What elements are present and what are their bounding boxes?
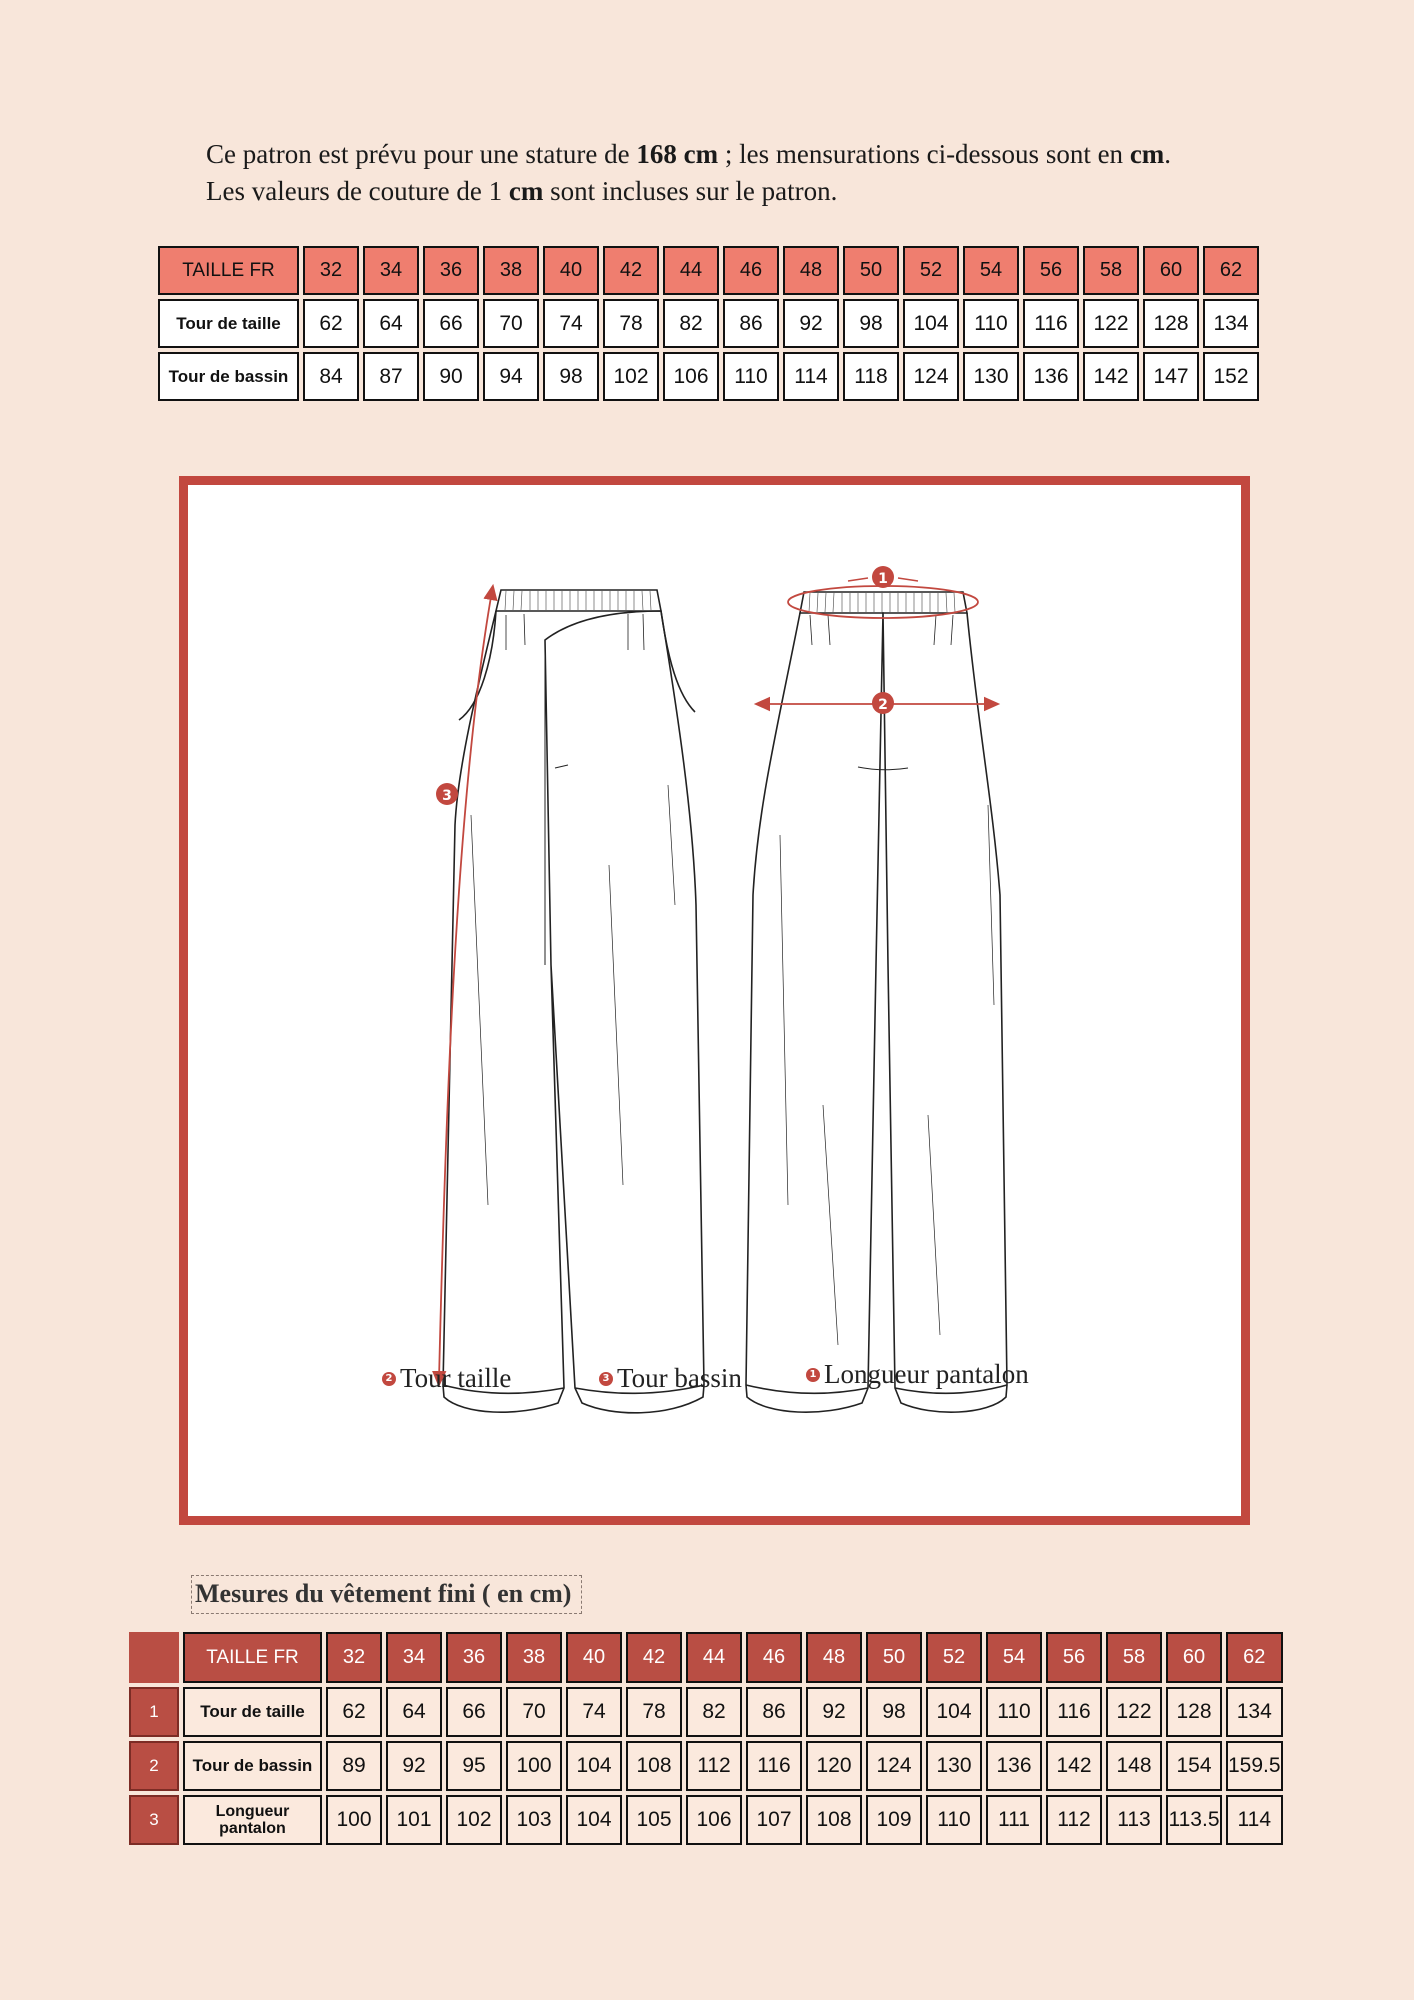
value-cell: 118 bbox=[843, 352, 899, 401]
value-cell: 112 bbox=[1046, 1795, 1102, 1845]
value-cell: 148 bbox=[1106, 1741, 1162, 1791]
value-cell: 92 bbox=[386, 1741, 442, 1791]
value-cell: 70 bbox=[506, 1687, 562, 1737]
value-cell: 152 bbox=[1203, 352, 1259, 401]
value-cell: 113.5 bbox=[1166, 1795, 1222, 1845]
row-index-badge: 3 bbox=[129, 1795, 179, 1845]
size-cell: 54 bbox=[963, 246, 1019, 295]
value-cell: 98 bbox=[843, 299, 899, 348]
value-cell: 113 bbox=[1106, 1795, 1162, 1845]
value-cell: 70 bbox=[483, 299, 539, 348]
size-cell: 36 bbox=[423, 246, 479, 295]
size-cell: 38 bbox=[483, 246, 539, 295]
value-cell: 120 bbox=[806, 1741, 862, 1791]
table-row bbox=[129, 1795, 1283, 1845]
row-label: Tour de taille bbox=[183, 1687, 322, 1737]
value-cell: 124 bbox=[866, 1741, 922, 1791]
row-label: Tour de taille bbox=[158, 299, 299, 348]
trousers-illustration bbox=[188, 485, 1241, 1516]
value-cell: 92 bbox=[783, 299, 839, 348]
size-cell: 46 bbox=[723, 246, 779, 295]
value-cell: 122 bbox=[1106, 1687, 1162, 1737]
value-cell: 64 bbox=[386, 1687, 442, 1737]
table-row bbox=[129, 1687, 1283, 1737]
value-cell: 134 bbox=[1226, 1687, 1283, 1737]
value-cell: 87 bbox=[363, 352, 419, 401]
value-cell: 147 bbox=[1143, 352, 1199, 401]
legend-item-longueur-pantalon bbox=[806, 1359, 1029, 1390]
size-cell: 50 bbox=[843, 246, 899, 295]
table-row bbox=[129, 1741, 1283, 1791]
marker-1-label: 1 bbox=[878, 571, 888, 587]
value-cell: 78 bbox=[626, 1687, 682, 1737]
value-cell: 130 bbox=[926, 1741, 982, 1791]
marker-3-label: 3 bbox=[442, 788, 452, 804]
body-measurements-table bbox=[154, 242, 1263, 405]
size-cell: 62 bbox=[1203, 246, 1259, 295]
row-index-badge: 1 bbox=[129, 1687, 179, 1737]
value-cell: 116 bbox=[1023, 299, 1079, 348]
value-cell: 86 bbox=[746, 1687, 802, 1737]
row-label-line-1: Longueur bbox=[215, 1803, 290, 1820]
size-cell: 46 bbox=[746, 1632, 802, 1683]
legend-label: Tour bassin bbox=[617, 1363, 742, 1393]
intro-line-2: Les valeurs de couture de 1 cm sont incluses sur le patron. bbox=[206, 176, 838, 206]
row-label-line-2: pantalon bbox=[219, 1820, 286, 1837]
table-header-row bbox=[129, 1632, 1283, 1683]
size-cell: 52 bbox=[926, 1632, 982, 1683]
size-cell: 54 bbox=[986, 1632, 1042, 1683]
empty-corner bbox=[129, 1632, 179, 1683]
size-cell: 36 bbox=[446, 1632, 502, 1683]
value-cell: 116 bbox=[1046, 1687, 1102, 1737]
size-cell: 62 bbox=[1226, 1632, 1283, 1683]
value-cell: 82 bbox=[663, 299, 719, 348]
table-row bbox=[158, 352, 1259, 401]
size-cell: 56 bbox=[1046, 1632, 1102, 1683]
row-index-badge: 2 bbox=[129, 1741, 179, 1791]
size-cell: 40 bbox=[566, 1632, 622, 1683]
size-cell: 42 bbox=[626, 1632, 682, 1683]
value-cell: 106 bbox=[663, 352, 719, 401]
value-cell: 62 bbox=[303, 299, 359, 348]
value-cell: 98 bbox=[543, 352, 599, 401]
value-cell: 110 bbox=[986, 1687, 1042, 1737]
legend-item-tour-bassin bbox=[599, 1363, 742, 1394]
value-cell: 134 bbox=[1203, 299, 1259, 348]
value-cell: 116 bbox=[746, 1741, 802, 1791]
value-cell: 100 bbox=[506, 1741, 562, 1791]
value-cell: 90 bbox=[423, 352, 479, 401]
value-cell: 122 bbox=[1083, 299, 1139, 348]
back-view-trousers bbox=[746, 592, 1007, 1412]
value-cell: 114 bbox=[1226, 1795, 1283, 1845]
size-cell: 48 bbox=[783, 246, 839, 295]
value-cell: 105 bbox=[626, 1795, 682, 1845]
value-cell: 89 bbox=[326, 1741, 382, 1791]
value-cell: 110 bbox=[723, 352, 779, 401]
value-cell: 142 bbox=[1083, 352, 1139, 401]
value-cell: 62 bbox=[326, 1687, 382, 1737]
value-cell: 112 bbox=[686, 1741, 742, 1791]
size-cell: 44 bbox=[663, 246, 719, 295]
value-cell: 124 bbox=[903, 352, 959, 401]
value-cell: 104 bbox=[566, 1741, 622, 1791]
value-cell: 78 bbox=[603, 299, 659, 348]
size-cell: 58 bbox=[1106, 1632, 1162, 1683]
size-cell: 60 bbox=[1166, 1632, 1222, 1683]
value-cell: 94 bbox=[483, 352, 539, 401]
value-cell: 100 bbox=[326, 1795, 382, 1845]
size-cell: 44 bbox=[686, 1632, 742, 1683]
value-cell: 66 bbox=[423, 299, 479, 348]
value-cell: 82 bbox=[686, 1687, 742, 1737]
value-cell: 102 bbox=[446, 1795, 502, 1845]
value-cell: 104 bbox=[926, 1687, 982, 1737]
value-cell: 108 bbox=[806, 1795, 862, 1845]
size-cell: 42 bbox=[603, 246, 659, 295]
finished-measurements-title: Mesures du vêtement fini ( en cm) bbox=[191, 1575, 582, 1614]
value-cell: 86 bbox=[723, 299, 779, 348]
value-cell: 114 bbox=[783, 352, 839, 401]
value-cell: 74 bbox=[566, 1687, 622, 1737]
value-cell: 102 bbox=[603, 352, 659, 401]
size-cell: 32 bbox=[303, 246, 359, 295]
finished-garment-table bbox=[125, 1628, 1287, 1849]
value-cell: 106 bbox=[686, 1795, 742, 1845]
size-cell: 32 bbox=[326, 1632, 382, 1683]
size-cell: 52 bbox=[903, 246, 959, 295]
legend-label: Tour taille bbox=[400, 1363, 512, 1393]
value-cell: 111 bbox=[986, 1795, 1042, 1845]
value-cell: 128 bbox=[1166, 1687, 1222, 1737]
size-header-label: TAILLE FR bbox=[183, 1632, 322, 1683]
marker-dot-icon: 1 bbox=[806, 1368, 820, 1382]
marker-dot-icon: 3 bbox=[599, 1372, 613, 1386]
size-cell: 40 bbox=[543, 246, 599, 295]
size-cell: 58 bbox=[1083, 246, 1139, 295]
table-row bbox=[158, 299, 1259, 348]
front-waistband-gathers bbox=[505, 591, 651, 610]
value-cell: 74 bbox=[543, 299, 599, 348]
value-cell: 98 bbox=[866, 1687, 922, 1737]
size-cell: 56 bbox=[1023, 246, 1079, 295]
intro-line-1: Ce patron est prévu pour une stature de 168 cm ; les mensurations ci-dessous sont en cm. bbox=[206, 139, 1172, 169]
value-cell: 109 bbox=[866, 1795, 922, 1845]
value-cell: 159.5 bbox=[1226, 1741, 1283, 1791]
value-cell: 136 bbox=[986, 1741, 1042, 1791]
value-cell: 104 bbox=[903, 299, 959, 348]
value-cell: 107 bbox=[746, 1795, 802, 1845]
row-label bbox=[183, 1795, 322, 1845]
size-cell: 34 bbox=[386, 1632, 442, 1683]
value-cell: 64 bbox=[363, 299, 419, 348]
size-cell: 50 bbox=[866, 1632, 922, 1683]
value-cell: 154 bbox=[1166, 1741, 1222, 1791]
value-cell: 110 bbox=[963, 299, 1019, 348]
legend-item-tour-taille bbox=[382, 1363, 511, 1394]
value-cell: 130 bbox=[963, 352, 1019, 401]
value-cell: 66 bbox=[446, 1687, 502, 1737]
value-cell: 95 bbox=[446, 1741, 502, 1791]
value-cell: 101 bbox=[386, 1795, 442, 1845]
value-cell: 142 bbox=[1046, 1741, 1102, 1791]
row-label: Tour de bassin bbox=[158, 352, 299, 401]
size-cell: 34 bbox=[363, 246, 419, 295]
value-cell: 136 bbox=[1023, 352, 1079, 401]
value-cell: 108 bbox=[626, 1741, 682, 1791]
marker-2-label: 2 bbox=[878, 697, 888, 713]
value-cell: 84 bbox=[303, 352, 359, 401]
value-cell: 103 bbox=[506, 1795, 562, 1845]
size-header-label: TAILLE FR bbox=[158, 246, 299, 295]
back-waistband-gathers bbox=[809, 593, 955, 612]
value-cell: 128 bbox=[1143, 299, 1199, 348]
row-label: Tour de bassin bbox=[183, 1741, 322, 1791]
intro-text bbox=[206, 136, 1306, 210]
size-cell: 60 bbox=[1143, 246, 1199, 295]
legend-label: Longueur pantalon bbox=[824, 1359, 1029, 1389]
marker-dot-icon: 2 bbox=[382, 1372, 396, 1386]
value-cell: 92 bbox=[806, 1687, 862, 1737]
value-cell: 104 bbox=[566, 1795, 622, 1845]
table-header-row bbox=[158, 246, 1259, 295]
value-cell: 110 bbox=[926, 1795, 982, 1845]
size-cell: 48 bbox=[806, 1632, 862, 1683]
size-cell: 38 bbox=[506, 1632, 562, 1683]
front-view-trousers bbox=[443, 590, 704, 1413]
